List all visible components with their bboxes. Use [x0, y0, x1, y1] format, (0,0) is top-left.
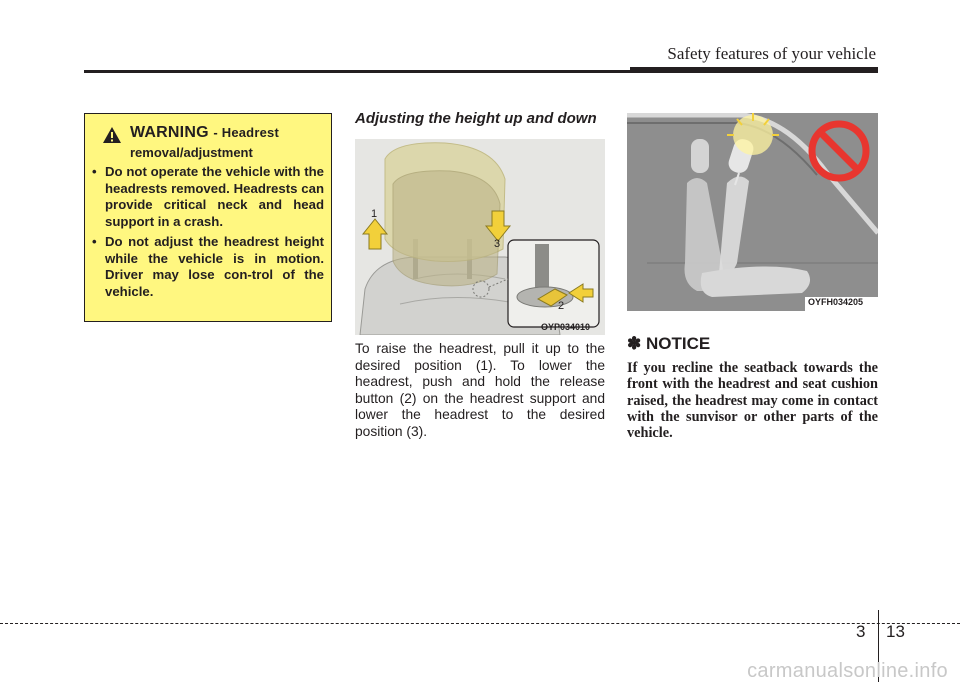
callout-2: 2 [558, 300, 565, 312]
section-heading: Adjusting the height up and down [355, 110, 597, 127]
chapter-number: 3 [856, 622, 866, 641]
notice-body-text: If you recline the seatback towards the front with the headrest and seat cushion raised, the headrest may come in contact with the sunvisor or other parts of the vehicle. [627, 360, 878, 442]
callout-3: 3 [494, 238, 501, 250]
warning-item: • Do not adjust the headrest height while the vehicle is in motion. Driver may lose con-trol of the vehicle. [92, 234, 324, 300]
page-number: 13 [886, 622, 905, 641]
header-rule-accent [630, 67, 878, 73]
warning-item: • Do not operate the vehicle with the headrests removed. Headrests can provide critical neck and head support in a crash. [92, 164, 324, 230]
footer-rule [0, 623, 960, 624]
headrest-adjust-figure [355, 139, 605, 335]
callout-1: 1 [371, 208, 378, 220]
figure-code: OYFH034205 [808, 297, 864, 307]
notice-heading: ✽ NOTICE [627, 334, 711, 353]
warning-box [84, 113, 332, 322]
warning-subtitle-2: removal/adjustment [130, 145, 253, 160]
watermark: carmanualsonline.info [747, 660, 948, 682]
warning-subtitle: - Headrest [213, 125, 279, 140]
warning-title: WARNING [130, 124, 209, 141]
warning-title-line [130, 124, 279, 142]
warning-triangle-icon [102, 126, 122, 144]
adjust-body-text: To raise the headrest, pull it up to the desired position (1). To lower the headrest, push and hold the release button (2) on the headrest support and lower the headrest to the desired position (3). [355, 341, 605, 439]
warning-list [92, 164, 324, 304]
seat-recline-figure [627, 113, 878, 311]
figure-code: OYP034010 [541, 322, 591, 332]
running-header: Safety features of your vehicle [667, 44, 876, 63]
